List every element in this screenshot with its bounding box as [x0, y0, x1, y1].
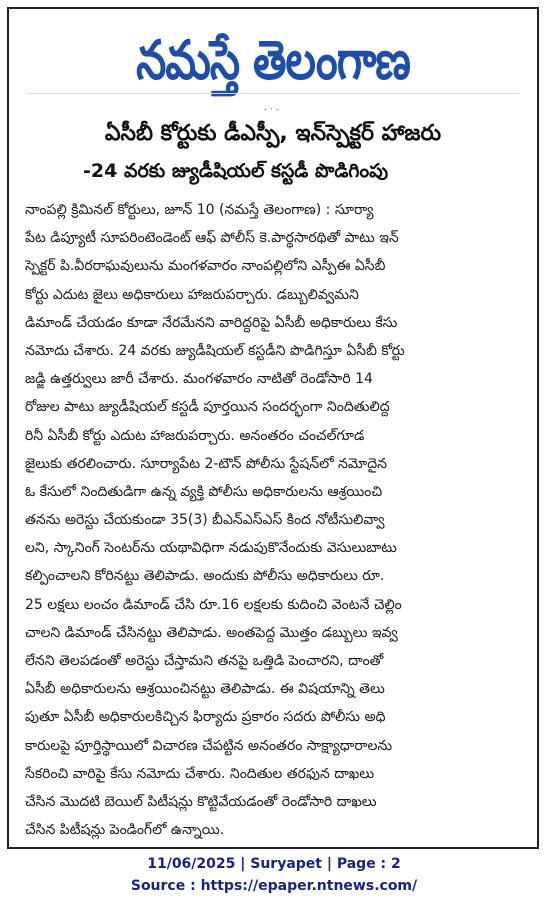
article-body-line: చేసిన మొదటి బెయిల్ పిటీషన్లు కొట్టివేయడంతో రెండోసారి దాఖలు — [25, 793, 377, 810]
article-body-line: రినీ ఏసీబీ కోర్టు ఎదుట హాజరుపర్చారు. అనంతరం చంచల్‌గూడ — [25, 427, 365, 444]
article-body-line: తనను అరెస్టు చేయకుండా 35(3) బీఎన్‌ఎస్‌ఎస్ కింద నోటీసులివ్వా — [25, 512, 385, 529]
article-body-line: ఏసీబీ అధికారులను ఆశ్రయించినట్టు తెలిపాడు. ఈ విషయాన్ని తెలు — [25, 681, 385, 698]
article-headline: ఏసీబీ కోర్టుకు డీఎస్పీ, ఇన్‌స్పెక్టర్ హాజరు — [104, 121, 442, 146]
article-body-line: సేకరించి వారిపై కేసు నమోదు చేశారు. నిందితుల తరఫున దాఖలు — [25, 765, 375, 782]
article-body — [25, 196, 525, 844]
masthead-divider — [27, 93, 519, 94]
edition-info: 11/06/2025 | Suryapet | Page : 2 — [147, 856, 401, 872]
article-body-line: నమోదు చేశారు. 24 వరకు జ్యుడీషియల్ కస్టడీని పొడిగిస్తూ ఏసీబీ కోర్టు — [25, 342, 405, 359]
article-body-line: కల్పించాలని కోరినట్టు తెలిపాడు. అందుకు పోలీసు అధికారులు రూ. — [25, 568, 385, 585]
article-body-line: చాలని డిమాండ్ చేసినట్టు తెలిపాడు. అంతపెద్ద మొత్తం డబ్బులు ఇవ్వ — [25, 624, 398, 641]
article-subheadline: -24 వరకు జ్యుడీషియల్ కస్టడీ పొడిగింపు — [83, 160, 389, 182]
article-body-line: లేనని తెలపడంతో అరెస్టు చేస్తామని తనపై ఒత్తిడి పెంచారని, దాంతో — [25, 653, 384, 669]
article-body-line: డిమాండ్ చేయడం కూడా నేరమేనని వారిద్దరిపై ఏసీబీ అధికారులు కేసు — [25, 314, 398, 331]
article-body-line: రోజుల పాటు జ్యుడీషియల్ కస్టడీ పూర్తయిన సందర్భంగా నిందితులిద్ద — [25, 399, 390, 416]
article-body-line: కోర్టు ఎదుట జైలు అధికారులు హాజరుపర్చారు. డబ్బులివ్వమని — [25, 286, 359, 303]
article-body-line: జైలుకు తరలించారు. సూర్యాపేట 2-టౌన్ పోలీసు స్టేషన్‌లో నమోదైన — [25, 455, 387, 472]
article-body-line: జడ్జి ఉత్తర్వులు జారీ చేశారు. మంగళవారం నాటితో రెండోసారి 14 — [25, 371, 373, 388]
print-speck: ‐ · ‐ — [264, 105, 280, 115]
article-body-line: లని, స్కానింగ్ సెంటర్‌ను యథావిధిగా నడుపుకొనేందుకు వెసులుబాటు — [25, 540, 397, 557]
article-body-line: స్పెక్టర్ పి.వీరరాఘవులును మంగళవారం నాంపల్లిలోని ఎస్పీఈ ఏసీబీ — [25, 258, 386, 275]
article-body-line: చేసిన పిటీషన్లు పెండింగ్‌లో ఉన్నాయి. — [25, 822, 225, 839]
article-body-line: నాంపల్లి క్రిమినల్ కోర్టులు, జూన్ 10 (నమస్తే తెలంగాణ) : సూర్యా — [25, 202, 374, 218]
newspaper-masthead: నమస్తే తెలంగాణ — [136, 29, 410, 93]
clipping-frame — [7, 7, 539, 849]
article-body-line: పుతూ ఏసీబీ అధికారులకిచ్చిన ఫిర్యాదు ప్రకారం సదరు పోలీసు అధి — [25, 709, 386, 726]
article-body-line: ఓ కేసులో నిందితుడిగా ఉన్న వ్యక్తి పోలీసు అధికారులను ఆశ్రయించి — [25, 483, 383, 500]
article-body-line: కారులపై పూర్తిస్థాయిలో విచారణ చేపట్టిన అనంతరం సాక్ష్యాధారాలను — [25, 737, 393, 754]
article-body-line: పేట డిప్యూటీ సూపరింటెండెంట్ ఆఫ్ పోలీస్ కె.పార్థసారథితో పాటు ఇన్ — [25, 230, 399, 247]
article-body-line: 25 లక్షలు లంచం డిమాండ్ చేసి రూ.16 లక్షలకు కుదించి వెంటనే చెల్లిం — [25, 596, 402, 613]
source-link[interactable]: Source : https://epaper.ntnews.com/ — [130, 878, 418, 894]
